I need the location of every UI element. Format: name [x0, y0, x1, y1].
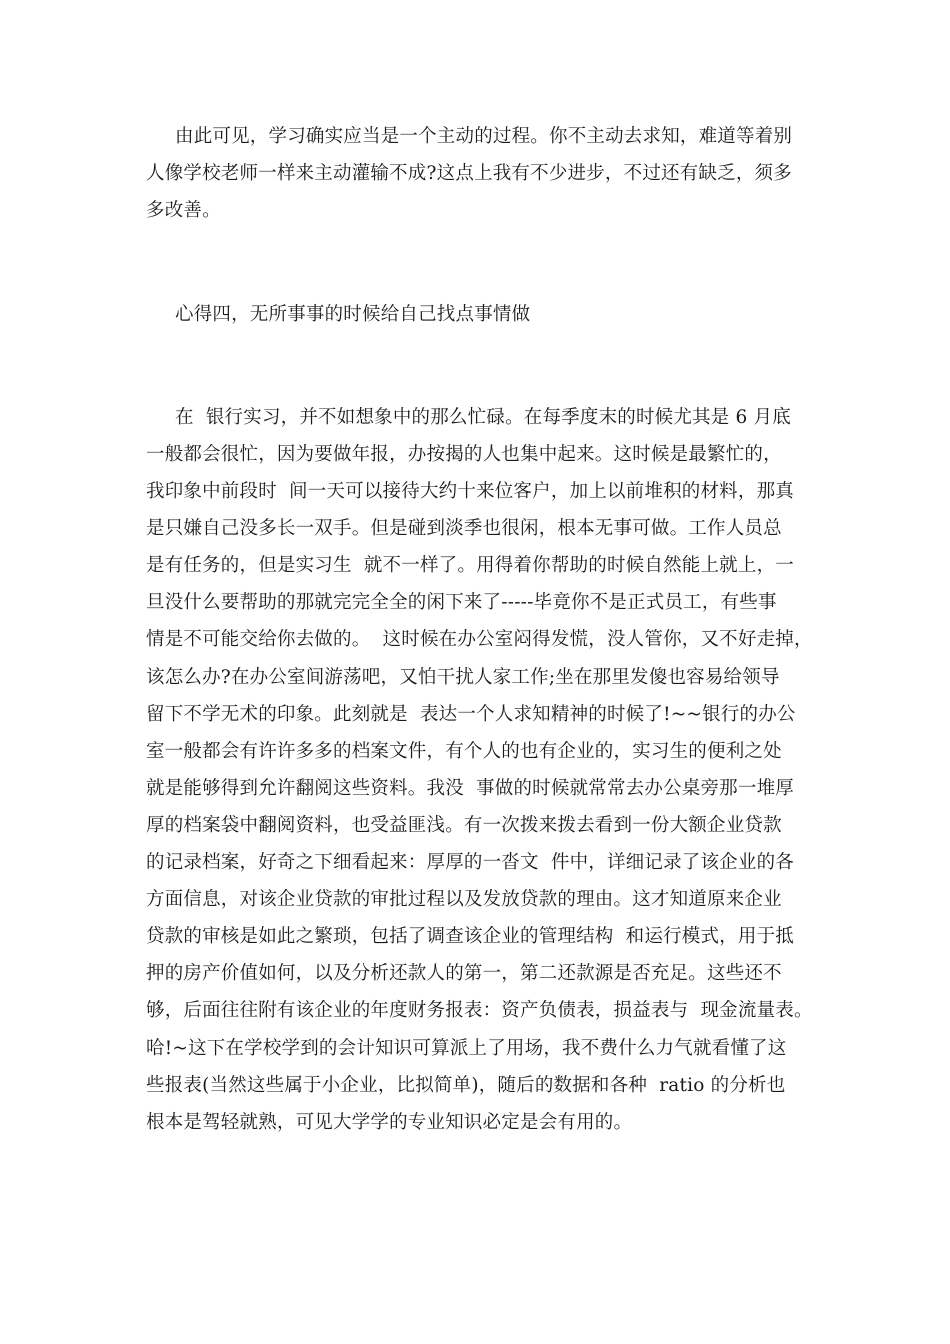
paragraph-line: 是有任务的，但是实习生 就不一样了。用得着你帮助的时候自然能上就上，一 — [146, 555, 794, 576]
paragraph-line: 的记录档案，好奇之下细看起来：厚厚的一沓文 件中，详细记录了该企业的各 — [146, 852, 794, 873]
paragraph-line: 是只嫌自己没多长一双手。但是碰到淡季也很闲，根本无事可做。工作人员总 — [146, 518, 782, 539]
paragraph-line: 一般都会很忙，因为要做年报，办按揭的人也集中起来。这时候是最繁忙的， — [146, 444, 782, 465]
paragraph-line: 该怎么办?在办公室间游荡吧，又怕干扰人家工作;坐在那里发傻也容易给领导 — [146, 667, 780, 688]
paragraph-line: 情是不可能交给你去做的。 这时候在办公室闷得发慌，没人管你，又不好走掉， — [146, 629, 813, 650]
paragraph-line: 留下不学无术的印象。此刻就是 表达一个人求知精神的时候了!~~银行的办公 — [146, 704, 796, 725]
paragraph-line: 多改善。 — [146, 200, 221, 221]
paragraph-line: 根本是驾轻就熟，可见大学学的专业知识必定是会有用的。 — [146, 1112, 633, 1133]
paragraph-line: 够，后面往往附有该企业的年度财务报表：资产负债表，损益表与 现金流量表。 — [146, 1000, 813, 1021]
paragraph-line: 些报表(当然这些属于小企业，比拟简单)，随后的数据和各种 ratio 的分析也 — [146, 1075, 786, 1096]
paragraph-line: 我印象中前段时 间一天可以接待大约十来位客户，加上以前堆积的材料，那真 — [146, 481, 794, 502]
paragraph-line: 厚的档案袋中翻阅资料，也受益匪浅。有一次拨来拨去看到一份大额企业贷款 — [146, 815, 782, 836]
paragraph-line: 哈!~这下在学校学到的会计知识可算派上了用场，我不费什么力气就看懂了这 — [146, 1038, 787, 1059]
paragraph-line: 贷款的审核是如此之繁琐，包括了调查该企业的管理结构 和运行模式，用于抵 — [146, 926, 794, 947]
paragraph-line: 由此可见，学习确实应当是一个主动的过程。你不主动去求知，难道等着别 — [175, 126, 793, 147]
paragraph-line: 室一般都会有许许多多的档案文件，有个人的也有企业的，实习生的便利之处 — [146, 741, 782, 762]
paragraph-line: 押的房产价值如何，以及分析还款人的第一，第二还款源是否充足。这些还不 — [146, 963, 782, 984]
paragraph-line: 在 银行实习，并不如想象中的那么忙碌。在每季度末的时候尤其是 6 月底 — [175, 407, 791, 428]
paragraph-line: 人像学校老师一样来主动灌输不成?这点上我有不少进步，不过还有缺乏，须多 — [146, 163, 792, 184]
paragraph-line: 旦没什么要帮助的那就完完全全的闲下来了-----毕竟你不是正式员工，有些事 — [146, 592, 777, 613]
section-heading: 心得四，无所事事的时候给自己找点事情做 — [175, 304, 531, 325]
paragraph-line: 方面信息，对该企业贷款的审批过程以及发放贷款的理由。这才知道原来企业 — [146, 889, 782, 910]
paragraph-line: 就是能够得到允许翻阅这些资料。我没 事做的时候就常常去办公桌旁那一堆厚 — [146, 778, 794, 799]
